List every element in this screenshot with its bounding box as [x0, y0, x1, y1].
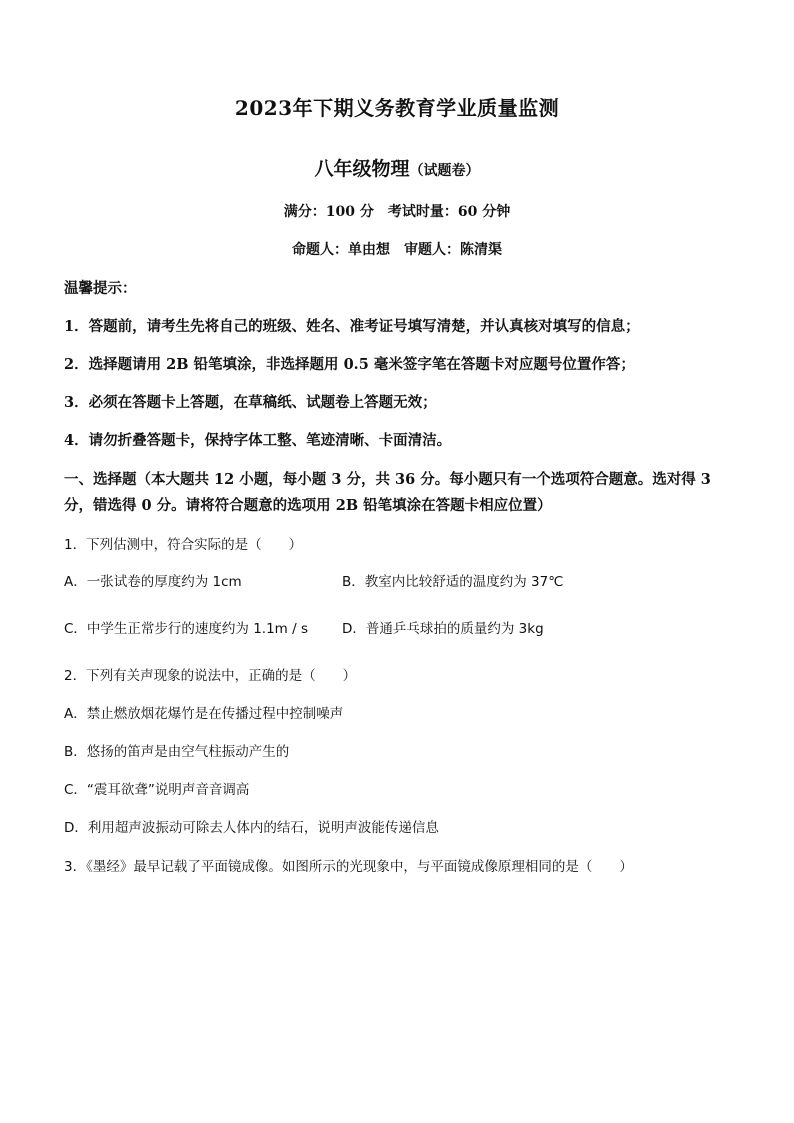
notes-label: 温馨提示： [64, 280, 137, 297]
note-item: 2．选择题请用 2B 铅笔填涂，非选择题用 0.5 毫米签字笔在答题卡对应题号位置作答； [64, 356, 635, 373]
question-option: A．禁止燃放烟花爆竹是在传播过程中控制噪声 [64, 706, 344, 722]
question-option: B．悠扬的笛声是由空气柱振动产生的 [64, 744, 290, 760]
authors-info: 命题人：单由想 审题人：陈清渠 [292, 242, 502, 258]
note-item: 4．请勿折叠答题卡，保持字体工整、笔迹清晰、卡面清洁。 [64, 432, 452, 449]
question-option: D．利用超声波振动可除去人体内的结石，说明声波能传递信息 [64, 820, 439, 836]
subject-title: 八年级物理 [314, 158, 410, 180]
question-option: D．普通乒乓球拍的质量约为 3kg [342, 621, 544, 637]
question-option: C．中学生正常步行的速度约为 1.1m / s [64, 621, 309, 637]
question-option: A．一张试卷的厚度约为 1cm [64, 574, 242, 590]
question-stem: 2．下列有关声现象的说法中，正确的是（ ） [64, 668, 357, 684]
paper-type-note: （试题卷） [409, 163, 480, 179]
note-item: 1．答题前，请考生先将自己的班级、姓名、准考证号填写清楚，并认真核对填写的信息； [64, 318, 640, 335]
question-stem: 3．《墨经》最早记载了平面镜成像。如图所示的光现象中，与平面镜成像原理相同的是（ ） [64, 859, 633, 875]
question-stem: 1．下列估测中，符合实际的是（ ） [64, 537, 303, 553]
score-time-info: 满分：100 分 考试时量：60 分钟 [283, 204, 511, 220]
exam-subtitle [0, 154, 794, 181]
section-heading: 一、选择题（本大题共 12 小题，每小题 3 分，共 36 分。每小题只有一个选项符合题意。选对得 3 分，错选得 0 分。请将符合题意的选项用 2B 铅笔填涂在答题卡相应位置） [64, 471, 711, 514]
question-option: B．教室内比较舒适的温度约为 37℃ [342, 574, 564, 590]
question-option: C．“震耳欲聋”说明声音音调高 [64, 782, 250, 798]
exam-title: 2023年下期义务教育学业质量监测 [234, 96, 560, 120]
note-item: 3．必须在答题卡上答题，在草稿纸、试题卷上答题无效； [64, 394, 437, 411]
